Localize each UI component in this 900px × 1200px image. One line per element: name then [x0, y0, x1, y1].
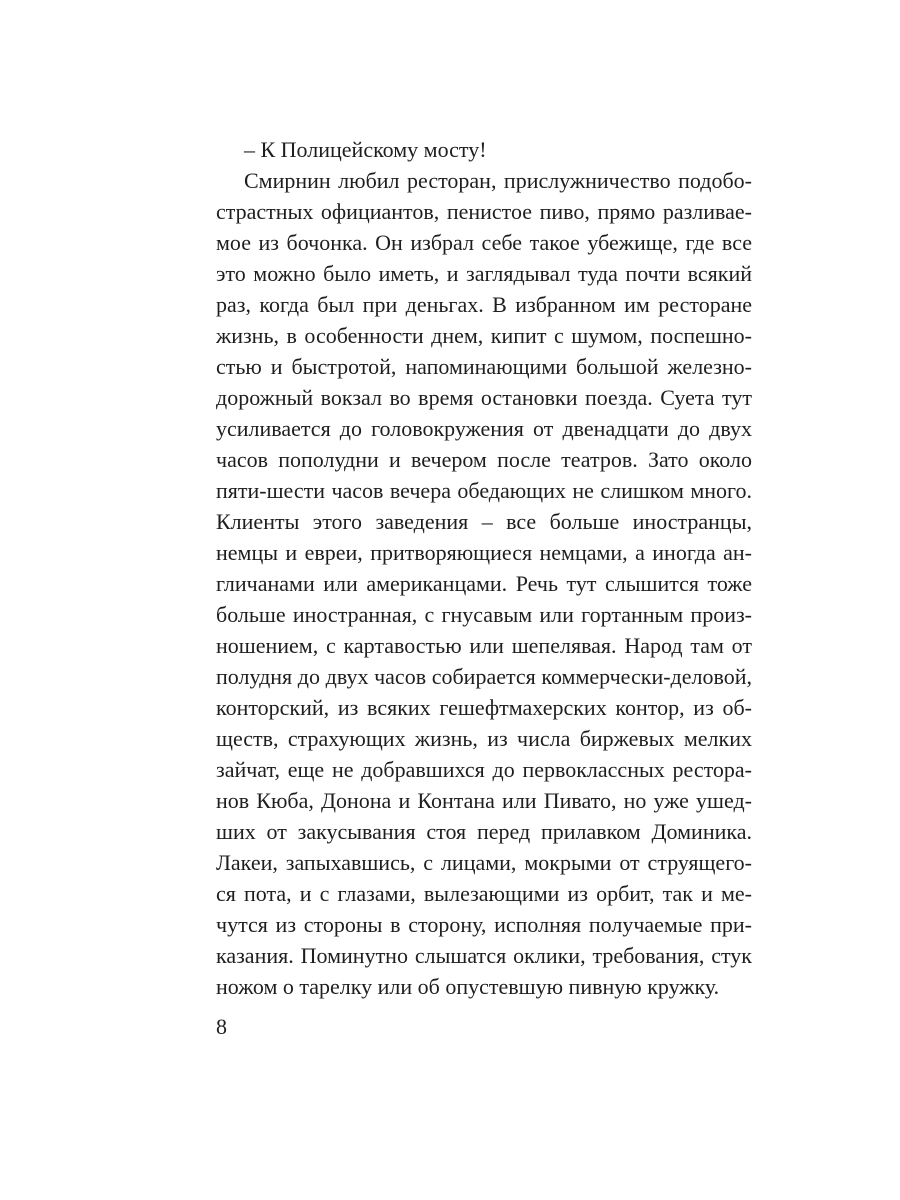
text-line: гличанами или американцами. Речь тут слышится тоже	[216, 571, 752, 596]
text-line: зайчат, еще не добравшихся до первоклассных рестора-	[216, 757, 752, 782]
page-number: 8	[216, 1014, 227, 1039]
text-line: это можно было иметь, и заглядывал туда почти всякий	[216, 261, 752, 286]
text-line: казания. Поминутно слышатся оклики, требования, стук	[216, 943, 752, 968]
text-line: нов Кюба, Донона и Контана или Пивато, но уже ушед-	[216, 788, 752, 813]
text-line: ших от закусывания стоя перед прилавком Доминика.	[216, 819, 752, 844]
text-line: раз, когда был при деньгах. В избранном им ресторане	[216, 292, 752, 317]
text-line: больше иностранная, с гнусавым или гортанным произ-	[216, 602, 752, 627]
text-line: стью и быстротой, напоминающими большой железно-	[216, 354, 752, 379]
text-line: мое из бочонка. Он избрал себе такое убежище, где все	[216, 230, 752, 255]
dialogue-line: – К Полицейскому мосту!	[244, 137, 487, 162]
text-line: страстных официантов, пенистое пиво, прямо разливае-	[216, 199, 752, 224]
text-line: часов пополудни и вечером после театров. Зато около	[216, 447, 752, 472]
text-line: пяти-шести часов вечера обедающих не слишком много.	[216, 478, 752, 503]
text-line: дорожный вокзал во время остановки поезда. Суета тут	[216, 385, 752, 410]
text-line: Лакеи, запыхавшись, с лицами, мокрыми от струящего-	[216, 850, 752, 875]
text-line: жизнь, в особенности днем, кипит с шумом, поспешно-	[216, 323, 752, 348]
text-line: полудня до двух часов собирается коммерчески-деловой,	[216, 664, 752, 689]
text-line: ществ, страхующих жизнь, из числа биржевых мелких	[216, 726, 752, 751]
text-line: чутся из стороны в сторону, исполняя получаемые при-	[216, 912, 752, 937]
text-line: немцы и евреи, притворяющиеся немцами, а иногда ан-	[216, 540, 752, 565]
text-line: ношением, с картавостью или шепелявая. Народ там от	[216, 633, 752, 658]
text-line: конторский, из всяких гешефтмахерских контор, из об-	[216, 695, 752, 720]
text-line: Смирнин любил ресторан, прислужничество подобо-	[244, 168, 752, 193]
text-line: ся пота, и с глазами, вылезающими из орбит, так и ме-	[216, 881, 752, 906]
text-line: ножом о тарелку или об опустевшую пивную кружку.	[216, 974, 720, 999]
text-line: усиливается до головокружения от двенадцати до двух	[216, 416, 752, 441]
text-line: Клиенты этого заведения – все больше иностранцы,	[216, 509, 752, 534]
body-text	[216, 134, 752, 1002]
